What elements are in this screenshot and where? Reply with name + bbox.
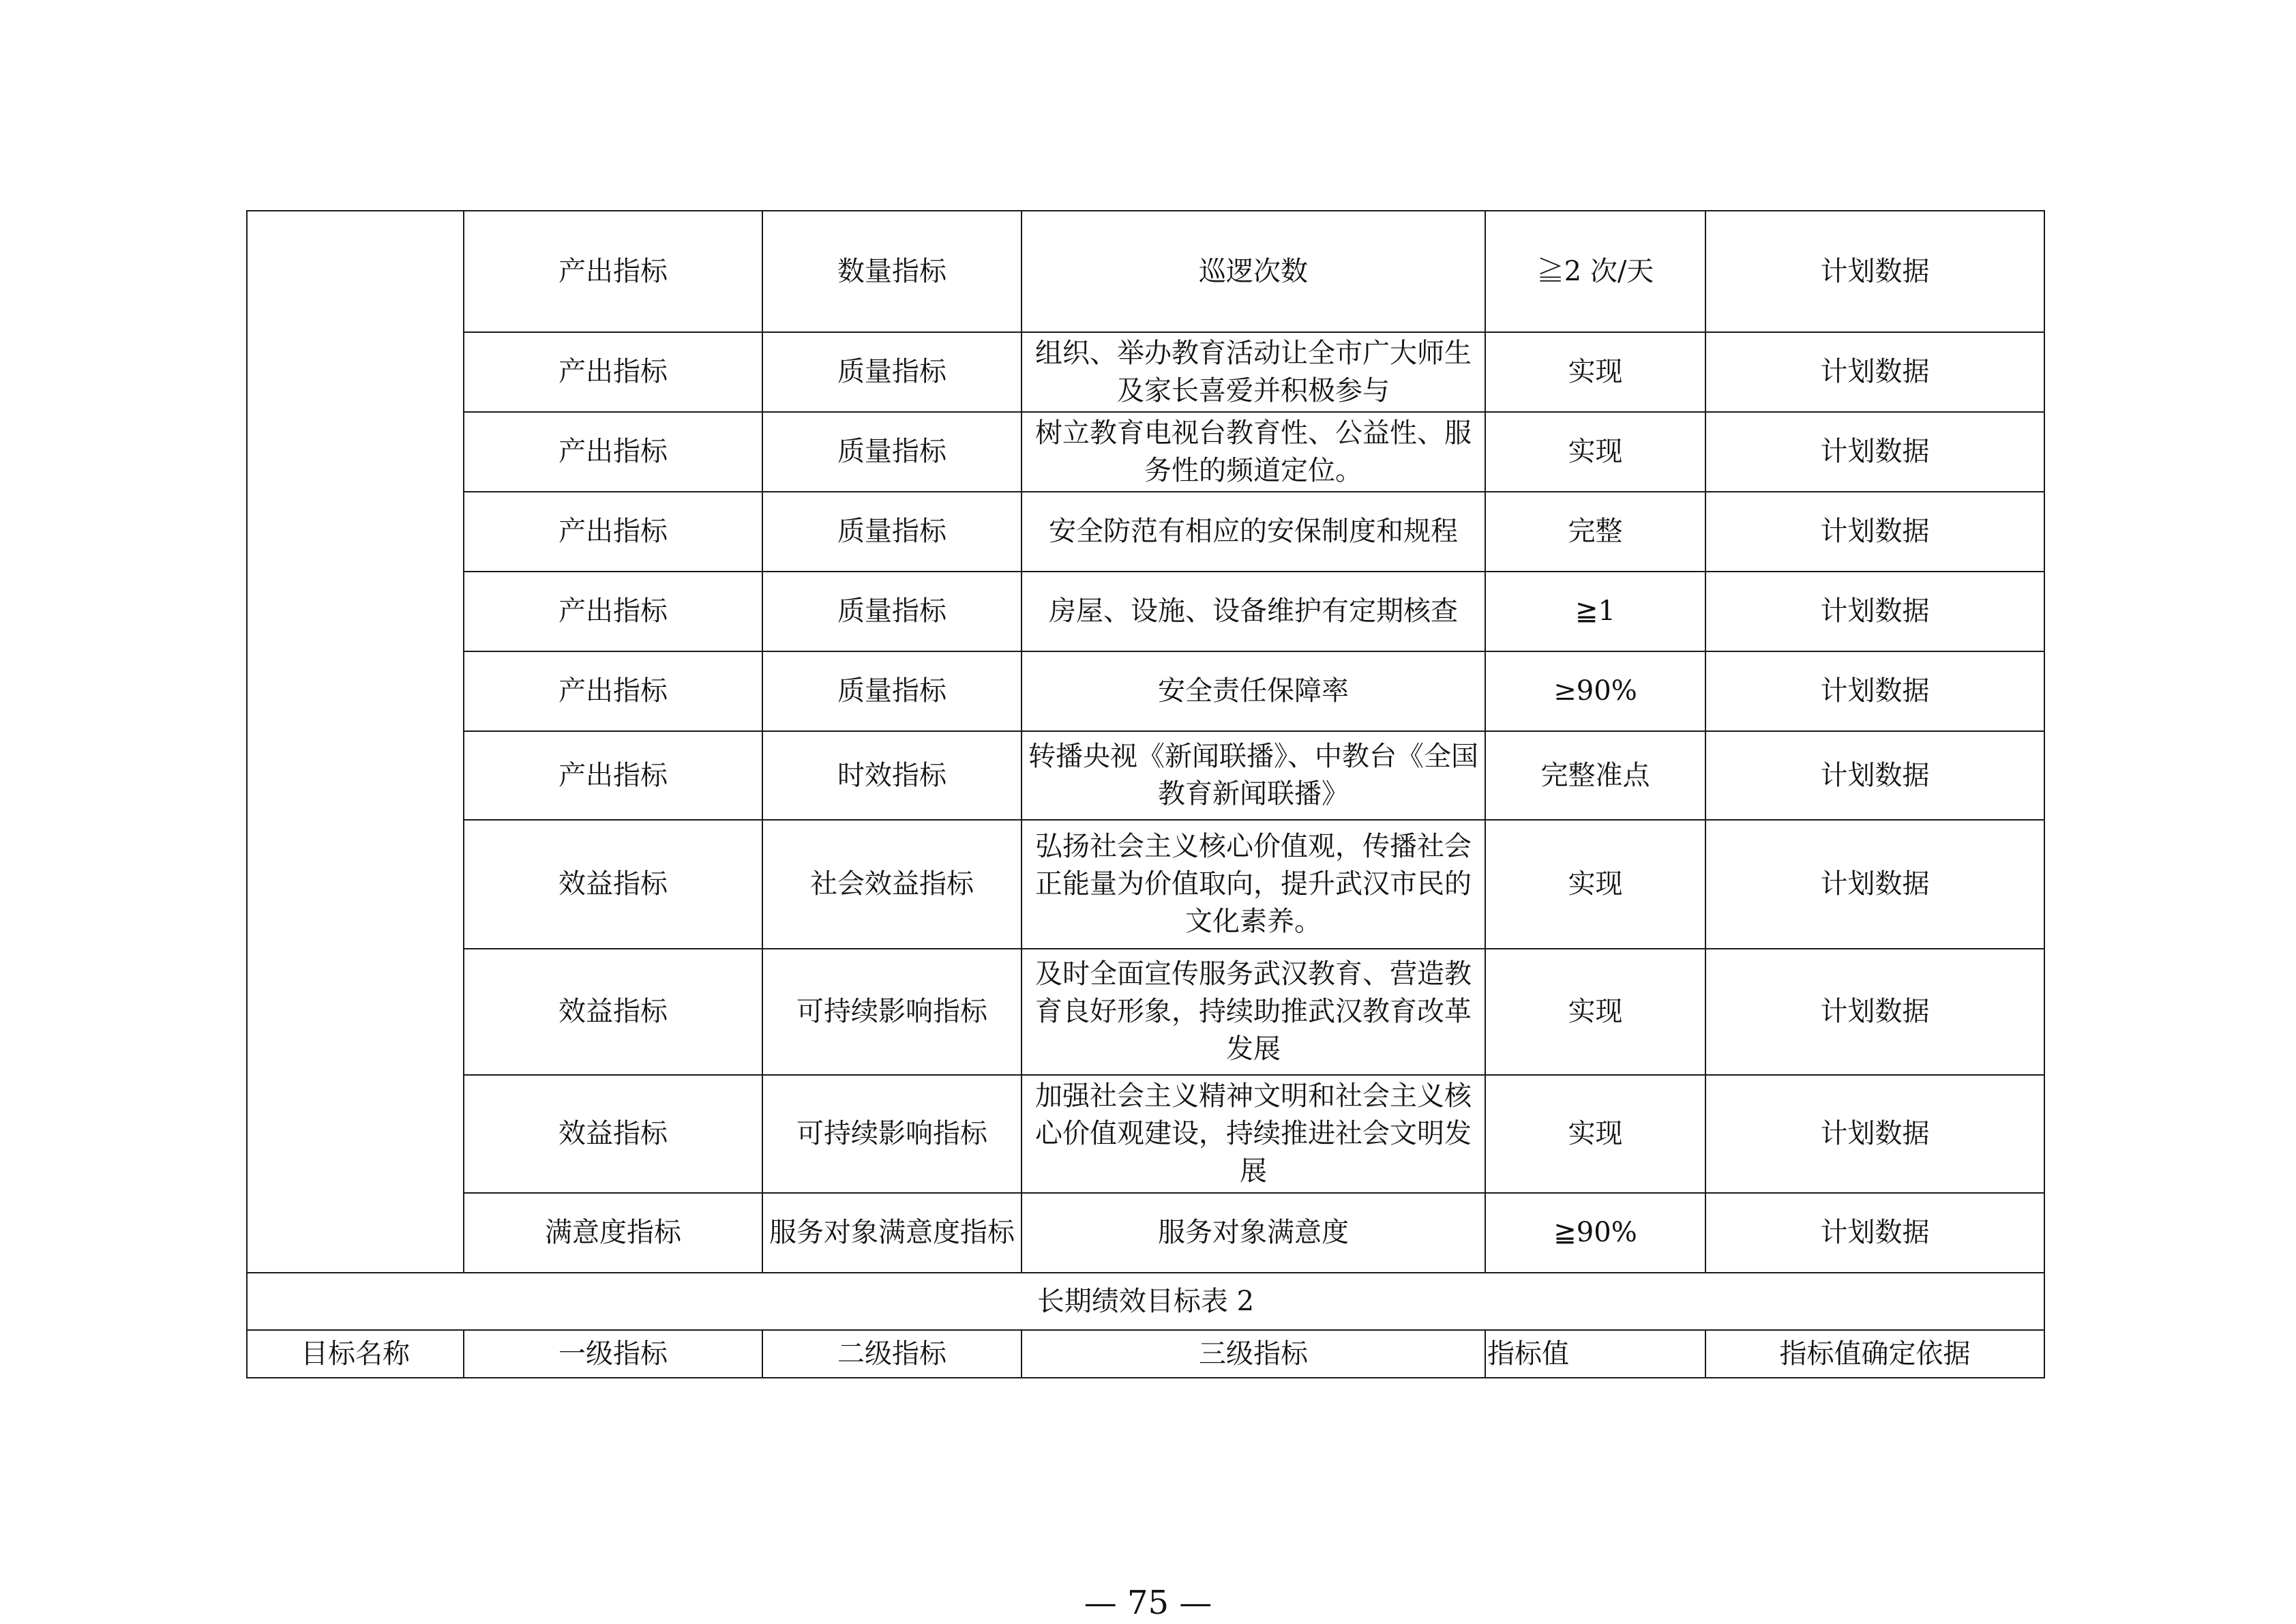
header-level1: 一级指标: [464, 1330, 762, 1378]
level1-cell: 产出指标: [464, 332, 762, 412]
header-indicator-value: 指标值: [1485, 1330, 1705, 1378]
level2-cell: 数量指标: [762, 211, 1022, 332]
level3-cell: 弘扬社会主义核心价值观，传播社会正能量为价值取向，提升武汉市民的文化素养。: [1022, 820, 1485, 949]
basis-cell: 计划数据: [1705, 412, 2044, 492]
level3-cell: 及时全面宣传服务武汉教育、营造教育良好形象，持续助推武汉教育改革发展: [1022, 949, 1485, 1075]
basis-cell: 计划数据: [1705, 820, 2044, 949]
basis-cell: 计划数据: [1705, 572, 2044, 651]
level2-cell: 质量指标: [762, 492, 1022, 572]
header-target-name: 目标名称: [247, 1330, 464, 1378]
level2-cell: 可持续影响指标: [762, 949, 1022, 1075]
indicator-value-cell: ≥90%: [1485, 651, 1705, 731]
level2-cell: 质量指标: [762, 651, 1022, 731]
level1-cell: 效益指标: [464, 820, 762, 949]
basis-cell: 计划数据: [1705, 949, 2044, 1075]
table-row: [247, 1193, 2044, 1273]
level3-cell: 安全责任保障率: [1022, 651, 1485, 731]
indicator-value-cell: 完整: [1485, 492, 1705, 572]
indicator-value-cell: ≧1: [1485, 572, 1705, 651]
level3-cell: 加强社会主义精神文明和社会主义核心价值观建设，持续推进社会文明发展: [1022, 1075, 1485, 1193]
table-row: [247, 572, 2044, 651]
indicator-value-cell: 实现: [1485, 820, 1705, 949]
header-level3: 三级指标: [1022, 1330, 1485, 1378]
table-row: [247, 412, 2044, 492]
level2-cell: 质量指标: [762, 332, 1022, 412]
level3-cell: 转播央视《新闻联播》、中教台《全国教育新闻联播》: [1022, 731, 1485, 820]
indicator-value-cell: ≧90%: [1485, 1193, 1705, 1273]
table-row: [247, 949, 2044, 1075]
target-name-cell: [247, 211, 464, 1273]
level3-cell: 巡逻次数: [1022, 211, 1485, 332]
level2-cell: 质量指标: [762, 572, 1022, 651]
indicator-value-cell: 实现: [1485, 949, 1705, 1075]
basis-cell: 计划数据: [1705, 211, 2044, 332]
level3-cell: 安全防范有相应的安保制度和规程: [1022, 492, 1485, 572]
section-title-row: [247, 1273, 2044, 1330]
basis-cell: 计划数据: [1705, 1075, 2044, 1193]
level1-cell: 产出指标: [464, 731, 762, 820]
level2-cell: 社会效益指标: [762, 820, 1022, 949]
table-row: [247, 731, 2044, 820]
table-row: [247, 211, 2044, 332]
level3-cell: 树立教育电视台教育性、公益性、服务性的频道定位。: [1022, 412, 1485, 492]
level3-cell: 服务对象满意度: [1022, 1193, 1485, 1273]
indicator-value-cell: 实现: [1485, 1075, 1705, 1193]
level1-cell: 满意度指标: [464, 1193, 762, 1273]
level2-cell: 质量指标: [762, 412, 1022, 492]
indicator-value-cell: 实现: [1485, 412, 1705, 492]
level2-cell: 时效指标: [762, 731, 1022, 820]
level1-cell: 产出指标: [464, 492, 762, 572]
header-basis: 指标值确定依据: [1705, 1330, 2044, 1378]
basis-cell: 计划数据: [1705, 731, 2044, 820]
indicator-value-cell: 实现: [1485, 332, 1705, 412]
level1-cell: 效益指标: [464, 949, 762, 1075]
level1-cell: 产出指标: [464, 412, 762, 492]
level2-cell: 服务对象满意度指标: [762, 1193, 1022, 1273]
level1-cell: 效益指标: [464, 1075, 762, 1193]
basis-cell: 计划数据: [1705, 492, 2044, 572]
indicator-value-cell: ≧2 次/天: [1485, 211, 1705, 332]
level3-cell: 组织、举办教育活动让全市广大师生及家长喜爱并积极参与: [1022, 332, 1485, 412]
header-level2: 二级指标: [762, 1330, 1022, 1378]
level1-cell: 产出指标: [464, 651, 762, 731]
section-title: 长期绩效目标表 2: [247, 1273, 2044, 1330]
level1-cell: 产出指标: [464, 211, 762, 332]
basis-cell: 计划数据: [1705, 1193, 2044, 1273]
level1-cell: 产出指标: [464, 572, 762, 651]
header-row: [247, 1330, 2044, 1378]
table-row: [247, 651, 2044, 731]
level2-cell: 可持续影响指标: [762, 1075, 1022, 1193]
basis-cell: 计划数据: [1705, 651, 2044, 731]
page-number: — 75 —: [1084, 1584, 1212, 1622]
basis-cell: 计划数据: [1705, 332, 2044, 412]
performance-indicator-table: [246, 210, 2045, 1378]
indicator-value-cell: 完整准点: [1485, 731, 1705, 820]
table-row: [247, 1075, 2044, 1193]
table-row: [247, 332, 2044, 412]
level3-cell: 房屋、设施、设备维护有定期核查: [1022, 572, 1485, 651]
table-row: [247, 820, 2044, 949]
table-row: [247, 492, 2044, 572]
